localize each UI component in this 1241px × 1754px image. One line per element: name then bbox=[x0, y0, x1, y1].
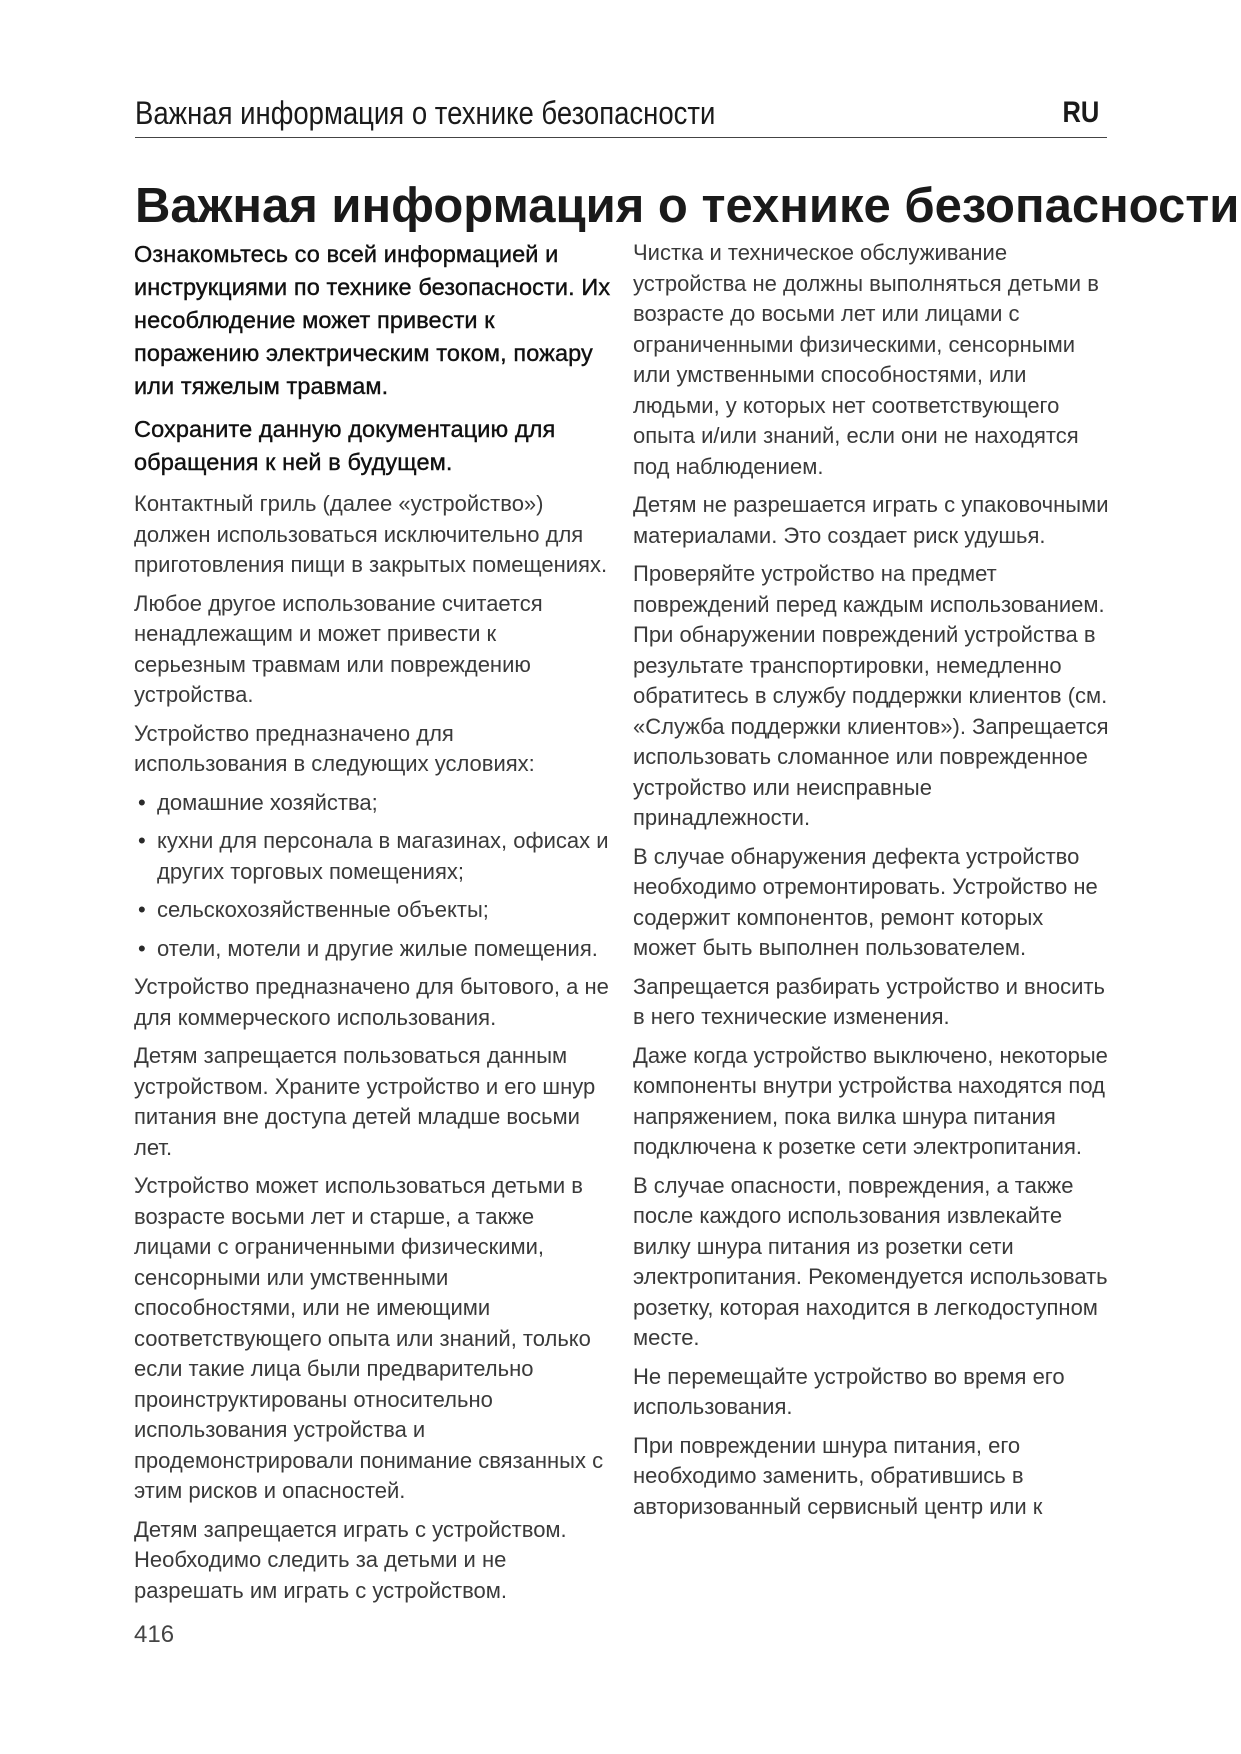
running-header bbox=[135, 88, 1107, 138]
household-use-paragraph: Устройство предназначено для бытового, а не для коммерческого использования. bbox=[134, 974, 609, 1030]
list-item: • домашние хозяйства; bbox=[134, 788, 612, 819]
section-heading: Важная информация о технике безопасности bbox=[135, 179, 1240, 233]
safety-lead-paragraph: Ознакомьтесь со всей информацией и инструкциями по технике безопасности. Их несоблюдение может привести к поражению электрическим током, пожару или тяжелым травмам. bbox=[134, 241, 611, 399]
bullet-icon: • bbox=[138, 789, 146, 815]
list-item: • отели, мотели и другие жилые помещения. bbox=[134, 934, 612, 965]
language-code: RU bbox=[1062, 96, 1099, 129]
unplug-instruction-paragraph: В случае опасности, повреждения, а также после каждого использования извлекайте вилку шнура питания из розетки сети электропитания. Рекомендуется использовать розетку, которая находится в легкодоступном месте. bbox=[633, 1172, 1108, 1350]
packaging-warning-paragraph: Детям не разрешается играть с упаковочными материалами. Это создает риск удушья. bbox=[633, 492, 1109, 548]
bullet-icon: • bbox=[138, 828, 146, 853]
running-header-title: Важная информация о технике безопасности bbox=[135, 95, 716, 131]
page-number: 416 bbox=[134, 1621, 175, 1648]
children-play-paragraph: Детям запрещается играть с устройством. Необходимо следить за детьми и не разрешать им играть с устройством. bbox=[134, 1516, 567, 1603]
improper-use-paragraph: Любое другое использование считается ненадлежащим и может привести к серьезным травмам или повреждению устройства. bbox=[134, 590, 543, 707]
power-cord-damage-paragraph: При повреждении шнура питания, его необходимо заменить, обратившись в авторизованный сервисный центр или к bbox=[633, 1432, 1043, 1519]
damage-check-paragraph: Проверяйте устройство на предмет повреждений перед каждым использованием. При обнаружении повреждений устройства в результате транспортировки, немедленно обратитесь в службу поддержки клиентов (см. «Служба поддержки клиентов»). Запрещается использовать сломанное или поврежденное устройство или неисправные принадлежности. bbox=[633, 561, 1109, 830]
bullet-icon: • bbox=[138, 935, 146, 961]
list-item: • кухни для персонала в магазинах, офисах и других торговых помещениях; bbox=[138, 828, 609, 884]
do-not-move-paragraph: Не перемещайте устройство во время его использования. bbox=[633, 1363, 1065, 1419]
usage-conditions-list bbox=[134, 788, 612, 965]
cleaning-maintenance-paragraph: Чистка и техническое обслуживание устройства не должны выполняться детьми в возрасте до восьми лет или лицами с ограниченными физическими, сенсорными или умственными способностями, или людьми, у которых нет соответствующего опыта и/или знаний, если они не находятся под наблюдением. bbox=[633, 240, 1099, 479]
supervised-use-paragraph: Устройство может использоваться детьми в возрасте восьми лет и старше, а также лицами с ограниченными физическими, сенсорными или умственными способностями, или не имеющими соответствующего опыта или знаний, только если такие лица были предварительно проинструктированы относительно использования устройства и продемонстрировали понимание связанных с этим рисков и опасностей. bbox=[134, 1173, 604, 1503]
usage-conditions-paragraph: Устройство предназначено для использования в следующих условиях: bbox=[134, 720, 535, 776]
children-restriction-paragraph: Детям запрещается пользоваться данным устройством. Храните устройство и его шнур питания вне доступа детей младше восьми лет. bbox=[134, 1043, 596, 1160]
keep-documentation-paragraph: Сохраните данную документацию для обращения к ней в будущем. bbox=[134, 416, 556, 475]
list-item: • сельскохозяйственные объекты; bbox=[134, 895, 612, 926]
voltage-warning-paragraph: Даже когда устройство выключено, некоторые компоненты внутри устройства находятся под напряжением, пока вилка шнура питания подключена к розетке сети электропитания. bbox=[633, 1042, 1108, 1159]
bullet-icon: • bbox=[138, 897, 146, 922]
intended-use-paragraph: Контактный гриль (далее «устройство») должен использоваться исключительно для приготовления пищи в закрытых помещениях. bbox=[134, 491, 608, 577]
defect-repair-paragraph: В случае обнаружения дефекта устройство необходимо отремонтировать. Устройство не содержит компонентов, ремонт которых может быть выполнен пользователем. bbox=[633, 843, 1098, 960]
right-column bbox=[633, 238, 1111, 1530]
left-column bbox=[134, 238, 612, 1614]
disassembly-warning-paragraph: Запрещается разбирать устройство и вносить в него технические изменения. bbox=[633, 973, 1105, 1029]
